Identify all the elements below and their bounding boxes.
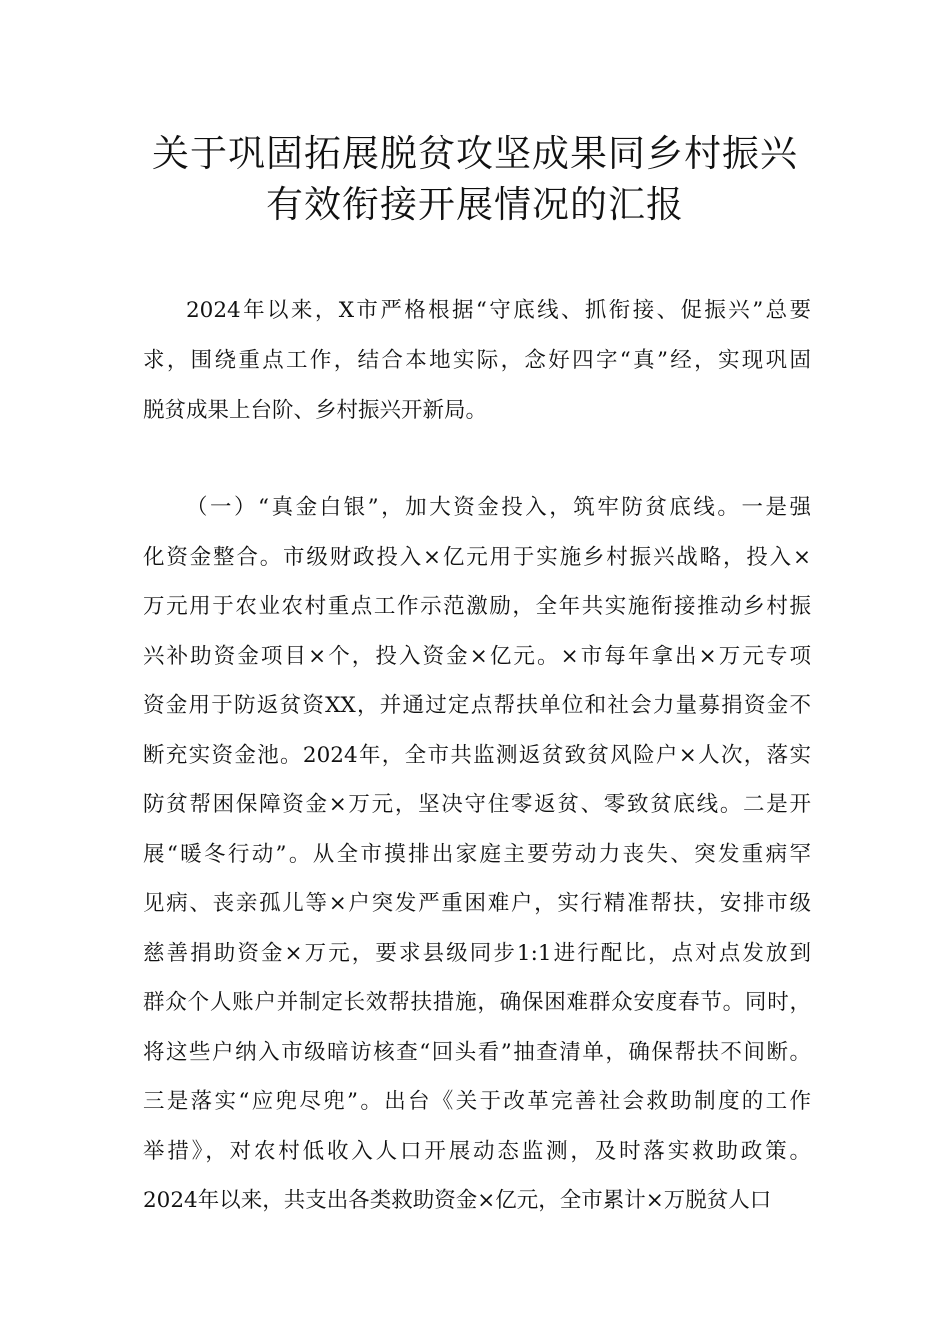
paragraph-line: 化资金整合。市级财政投入×亿元用于实施乡村振兴战略，投入× bbox=[143, 544, 811, 570]
paragraph-line: 脱贫成果上台阶、乡村振兴开新局。 bbox=[143, 398, 488, 423]
paragraph-line: 防贫帮困保障资金×万元，坚决守住零返贫、零致贫底线。二是开 bbox=[143, 792, 811, 817]
paragraph-line: 三是落实“应兜尽兜”。出台《关于改革完善社会救助制度的工作 bbox=[143, 1089, 811, 1114]
title-line: 关于巩固拓展脱贫攻坚成果同乡村振兴 bbox=[152, 132, 798, 175]
section-one-paragraph bbox=[143, 483, 811, 1226]
paragraph-line: 将这些户纳入市级暗访核查“回头看”抽查清单，确保帮扶不间断。 bbox=[143, 1039, 811, 1065]
document-title bbox=[100, 128, 850, 230]
paragraph-line: 资金用于防返贫资XX，并通过定点帮扶单位和社会力量募捐资金不 bbox=[143, 693, 811, 718]
paragraph-line: 兴补助资金项目×个，投入资金×亿元。×市每年拿出×万元专项 bbox=[143, 643, 811, 669]
paragraph-line: 断充实资金池。2024年，全市共监测返贫致贫风险户×人次，落实 bbox=[143, 742, 811, 768]
paragraph-line: 展“暖冬行动”。从全市摸排出家庭主要劳动力丧失、突发重病罕 bbox=[143, 841, 811, 867]
paragraph-line: 慈善捐助资金×万元，要求县级同步1:1进行配比，点对点发放到 bbox=[143, 940, 811, 966]
paragraph-line: 2024年以来，共支出各类救助资金×亿元，全市累计×万脱贫人口 bbox=[143, 1188, 772, 1213]
intro-paragraph bbox=[143, 286, 811, 436]
paragraph-line: 见病、丧亲孤儿等×户突发严重困难户，实行精准帮扶，安排市级 bbox=[143, 891, 811, 916]
paragraph-line: 求，围绕重点工作，结合本地实际，念好四字“真”经，实现巩固 bbox=[143, 348, 811, 373]
paragraph-line: 举措》，对农村低收入人口开展动态监测，及时落实救助政策。 bbox=[143, 1138, 811, 1164]
paragraph-line: 群众个人账户并制定长效帮扶措施，确保困难群众安度春节。同时， bbox=[143, 990, 811, 1015]
paragraph-line: 万元用于农业农村重点工作示范激励，全年共实施衔接推动乡村振 bbox=[143, 594, 811, 619]
paragraph-line: （一）“真金白银”，加大资金投入，筑牢防贫底线。一是强 bbox=[186, 495, 811, 520]
title-line: 有效衔接开展情况的汇报 bbox=[266, 183, 684, 226]
paragraph-line: 2024年以来，X市严格根据“守底线、抓衔接、促振兴”总要 bbox=[186, 298, 811, 323]
